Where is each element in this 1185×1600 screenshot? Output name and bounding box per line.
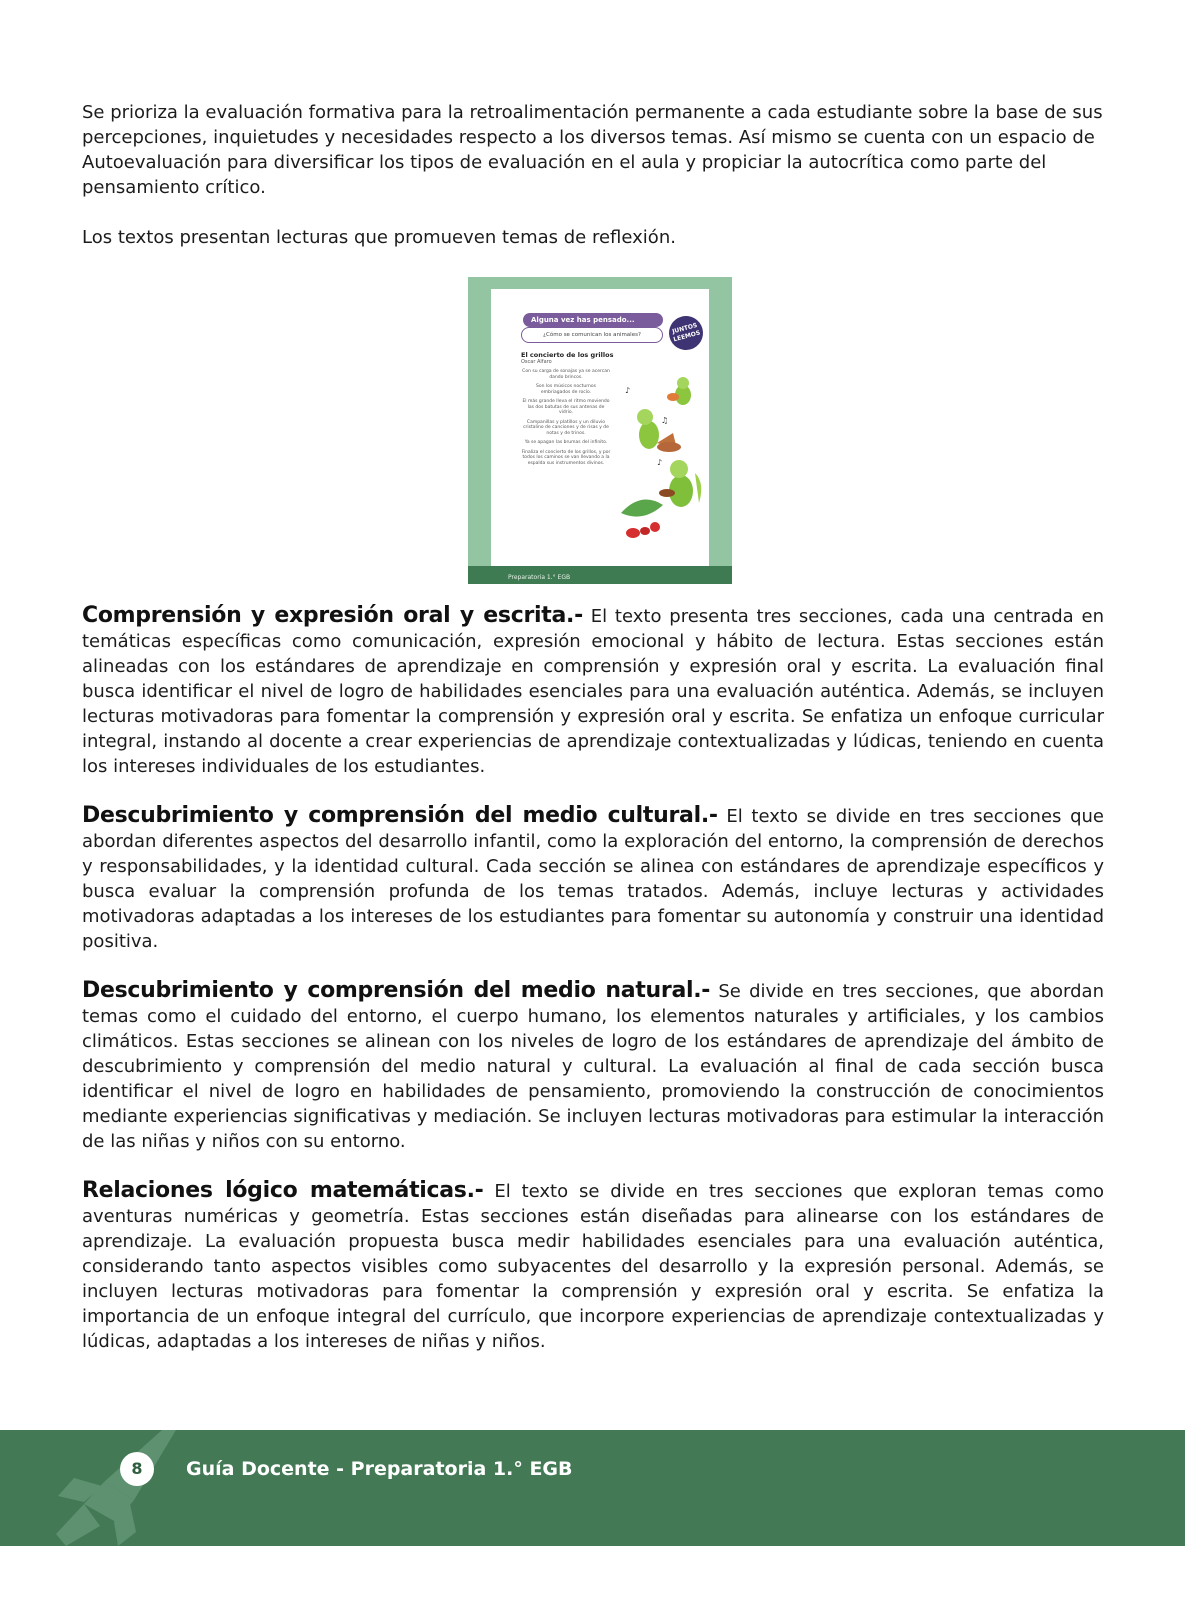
svg-text:♫: ♫ xyxy=(661,416,669,425)
section-oral-escrita xyxy=(82,603,1104,779)
poem-stanza: Con su carga de sonajas ya se acercan dando brincos. xyxy=(522,369,610,380)
section-heading: Descubrimiento y comprensión del medio natural.- xyxy=(82,978,711,1003)
thumbnail-page xyxy=(491,289,709,567)
thumbnail-question: ¿Cómo se comunican los animales? xyxy=(521,327,663,343)
crickets-illustration xyxy=(611,373,707,543)
intro xyxy=(82,100,1104,250)
section-body: El texto presenta tres secciones, cada una centrada en temáticas específicas como comunicación, expresión emocional y hábito de lectura. Estas secciones están alineadas con los estándares de aprendizaje en comprensión y expresión oral y escrita. La evaluación final busca identificar el nivel de logro de habilidades esenciales para una evaluación auténtica. Además, se incluyen lecturas motivadoras para fomentar la comprensión y expresión oral y escrita. Se enfatiza un enfoque curricular integral, instando al docente a crear experiencias de aprendizaje contextualizadas y lúdicas, teniendo en cuenta los intereses individuales de los estudiantes. xyxy=(82,606,1104,777)
intro-paragraph-2: Los textos presentan lecturas que promueven temas de reflexión. xyxy=(82,227,676,248)
poem-title: El concierto de los grillos xyxy=(521,351,614,359)
section-body: El texto se divide en tres secciones que abordan diferentes aspectos del desarrollo infantil, como la exploración del entorno, la comprensión de derechos y responsabilidades, y la identidad cultural. Cada sección se alinea con estándares de aprendizaje específicos y busca evaluar la comprensión profunda de los temas tratados. Además, incluye lecturas y actividades motivadoras adaptadas a los intereses de los estudiantes para fomentar su autonomía y construir una identidad positiva. xyxy=(82,806,1104,952)
poem-author: Oscar Alfaro xyxy=(521,359,552,365)
poem-stanza: Finaliza el concierto de los grillos, y por todos los caminos se van llevando a la espalda sus instrumentos divinos. xyxy=(521,449,611,466)
poem-text xyxy=(521,369,611,470)
section-body: El texto se divide en tres secciones que exploran temas como aventuras numéricas y geometría. Estas secciones están diseñadas para alinearse con los estándares de aprendizaje. La evaluación propuesta busca medir habilidades esenciales para una evaluación auténtica, considerando tanto aspectos visibles como subyacentes del desarrollo y la expresión personal. Además, se incluyen lecturas motivadoras para fomentar la comprensión y expresión oral y escrita. Se enfatiza la importancia de un enfoque integral del currículo, que incorpore experiencias de aprendizaje contextualizadas y lúdicas, adaptadas a los intereses de niñas y niños. xyxy=(82,1181,1105,1352)
poem-stanza: Son los músicos nocturnos embriagados de rocío. xyxy=(536,384,596,395)
thumbnail-banner: Alguna vez has pensado... xyxy=(523,313,663,327)
section-body: Se divide en tres secciones, que abordan temas como el cuidado del entorno, el cuerpo humano, los elementos naturales y artificiales, y los cambios climáticos. Estas secciones se alinean con los niveles de logro de los estándares de aprendizaje del ámbito de descubrimiento y comprensión del medio natural y cultural. La evaluación al final de cada sección busca identificar el nivel de logro en habilidades de pensamiento, promoviendo la construcción de conocimientos mediante experiencias significativas y mediación. Se incluyen lecturas motivadoras para estimular la interacción de las niñas y niños con su entorno. xyxy=(82,981,1104,1152)
poem-stanza: Campanillas y platillos y un diluvio cristalino de canciones y de risas y de notas y de trinos. xyxy=(523,419,609,436)
section-logico-matematicas xyxy=(82,1178,1104,1354)
intro-paragraph-1: Se prioriza la evaluación formativa para la retroalimentación permanente a cada estudiante sobre la base de sus percepciones, inquietudes y necesidades respecto a los diversos temas. Así mismo se cuenta con un espacio de Autoevaluación para diversificar los tipos de evaluación en el aula y propiciar la autocrítica como parte del pensamiento crítico. xyxy=(82,102,1103,198)
section-medio-natural xyxy=(82,978,1104,1154)
poem-stanza: Ya se apagan las brumas del infinito. xyxy=(524,440,608,445)
page-number: 8 xyxy=(120,1452,154,1486)
footer-title: Guía Docente - Preparatoria 1.° EGB xyxy=(186,1458,573,1480)
rocket-icon xyxy=(44,1430,184,1546)
thumbnail-footer-text: Preparatoria 1.° EGB xyxy=(508,574,571,581)
svg-text:♪: ♪ xyxy=(657,458,663,467)
section-heading: Comprensión y expresión oral y escrita.- xyxy=(82,603,583,628)
section-heading: Descubrimiento y comprensión del medio cultural.- xyxy=(82,803,718,828)
svg-text:♪: ♪ xyxy=(625,386,631,395)
section-heading: Relaciones lógico matemáticas.- xyxy=(82,1178,484,1203)
book-page-thumbnail xyxy=(468,277,732,584)
poem-stanza: El más grande lleva el ritmo moviendo las dos batutas de sus antenas de vidrio. xyxy=(522,399,610,415)
thumbnail-footer-bar xyxy=(468,566,732,584)
page-footer xyxy=(0,1430,1185,1546)
section-medio-cultural xyxy=(82,803,1104,954)
juntos-leemos-badge: JUNTOS LEEMOS xyxy=(665,312,707,354)
